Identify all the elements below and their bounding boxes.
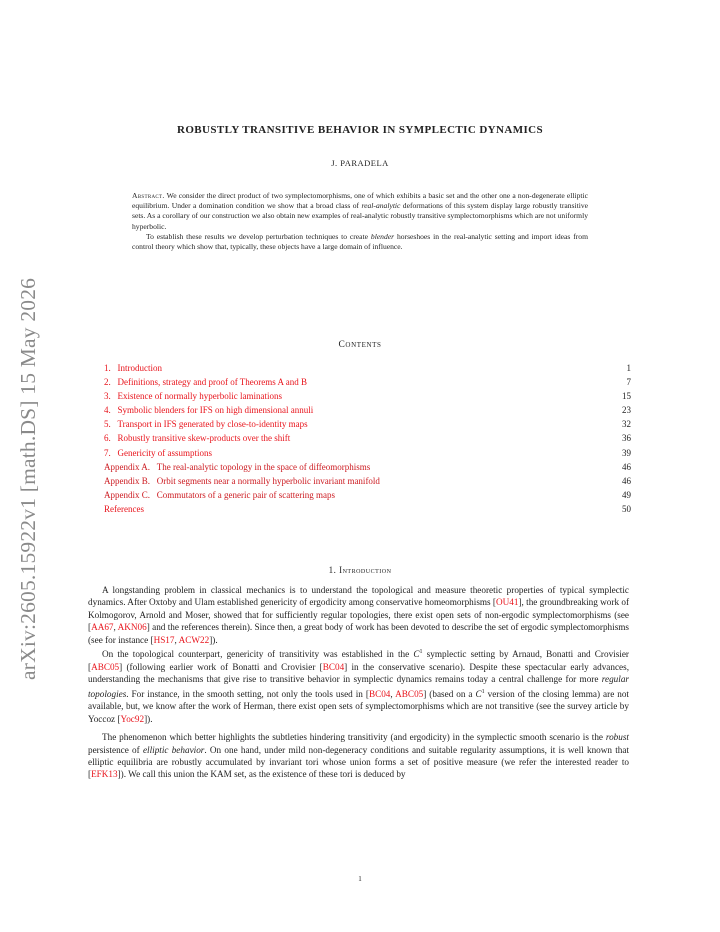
toc-number: 4. (104, 405, 111, 416)
toc-row[interactable] (104, 460, 631, 474)
toc-title: Definitions, strategy and proof of Theorems A and B (117, 377, 308, 388)
citation-link[interactable]: BC04 (368, 688, 391, 699)
toc-link[interactable] (104, 389, 282, 403)
toc-row[interactable] (104, 417, 631, 431)
citation-link[interactable]: HS17 (153, 634, 175, 645)
abstract-paragraph-2: To establish these results we develop perturbation techniques to create blender horseshoes in the real-analytic setting and import ideas from control theory which show that, typically, these objects have a large domain of influence. (132, 231, 588, 252)
toc-title: Symbolic blenders for IFS on high dimensional annuli (117, 405, 314, 416)
toc-row[interactable] (104, 488, 631, 502)
paper-title: ROBUSTLY TRANSITIVE BEHAVIOR IN SYMPLECTIC DYNAMICS (176, 124, 544, 136)
toc-page: 15 (622, 391, 631, 402)
toc-row[interactable] (104, 474, 631, 488)
body-paragraph: On the topological counterpart, genericity of transitivity was established in the $C^1$ symplectic setting by Arnaud, Bonatti and Crovisier [ABC05] (following earlier work of Bonatti and Crovisier [BC04] in the conservative scenario). Despite these spectacular early advances, understanding the mechanisms that give rise to transitive behavior in symplectic dynamics remains today a central challenge for more regular topologies. For instance, in the smooth setting, not only the tools used in [BC04, ABC05] (based on a $C^1$ version of the closing lemma) are not available, but, we know after the work of Herman, there exist open sets of symplectomorphisms which are not transitive (see the survey article by Yoccoz [Yoc92]). (88, 649, 629, 724)
toc-number: Appendix C. (104, 489, 150, 500)
toc-link[interactable] (104, 403, 313, 417)
toc-row[interactable] (104, 375, 631, 389)
toc-link[interactable] (104, 446, 212, 460)
toc-row[interactable] (104, 361, 631, 375)
citation-link[interactable]: ACW22 (178, 634, 210, 645)
toc-page: 32 (622, 419, 631, 430)
toc-title: Robustly transitive skew-products over the shift (117, 433, 291, 444)
toc-number: 6. (104, 433, 111, 444)
citation-link[interactable]: Yoc92 (120, 713, 145, 724)
toc-row[interactable] (104, 446, 631, 460)
toc-page: 1 (626, 363, 631, 373)
toc-page: 36 (622, 433, 631, 444)
toc-link[interactable] (104, 488, 335, 502)
toc-page: 50 (622, 503, 631, 514)
toc-title: Orbit segments near a normally hyperbolic invariant manifold (156, 475, 380, 486)
page-number: 1 (358, 875, 362, 883)
author: J. PARADELA (331, 158, 389, 168)
toc-link[interactable] (104, 502, 144, 516)
toc-link[interactable] (104, 474, 380, 488)
toc-page: 23 (622, 405, 631, 416)
toc-number: 7. (104, 447, 111, 458)
toc-link[interactable] (104, 417, 308, 431)
toc-page: 46 (622, 461, 631, 472)
toc-title: References (104, 503, 144, 514)
toc-row[interactable] (104, 403, 631, 417)
citation-link[interactable]: BC04 (322, 661, 345, 672)
citation-link[interactable]: OU41 (496, 597, 519, 608)
toc-page: 7 (626, 377, 631, 388)
toc-title: Commutators of a generic pair of scattering maps (156, 489, 335, 500)
toc-number: 1. (104, 363, 111, 373)
citation-link[interactable]: EFK13 (91, 769, 118, 780)
toc-page: 46 (622, 475, 631, 486)
abstract-label: Abstract. (132, 191, 165, 200)
toc-number: 3. (104, 391, 111, 402)
toc-link[interactable] (104, 375, 307, 389)
toc-number: 2. (104, 377, 111, 388)
toc-row[interactable] (104, 431, 631, 445)
citation-link[interactable]: AA67 (91, 622, 114, 633)
toc-link[interactable] (104, 431, 290, 445)
toc-title: Transport in IFS generated by close-to-identity maps (117, 419, 308, 430)
toc-title: Genericity of assumptions (117, 447, 212, 458)
toc-title: The real-analytic topology in the space of diffeomorphisms (156, 461, 371, 472)
toc-page: 39 (622, 447, 631, 458)
citation-link[interactable]: ABC05 (395, 688, 424, 699)
body-paragraph: A longstanding problem in classical mechanics is to understand the topological and measure theoretic properties of typical symplectic dynamics. After Oxtoby and Ulam established genericity of ergodicity among conservative homeomorphisms [OU41], the groundbreaking work of Kolmogorov, Arnold and Moser, showed that for sufficiently regular topologies, there exist open sets of non-ergodic symplectomorphisms (see [AA67, AKN06] and the references therein). Since then, a great body of work has been devoted to describe the set of ergodic symplectomorphisms (see for instance [HS17, ACW22]). (88, 585, 630, 645)
toc-link[interactable] (104, 361, 162, 375)
abstract (132, 191, 588, 252)
body-paragraph: The phenomenon which better highlights the subtleties hindering transitivity (and ergodicity) in the symplectic smooth scenario is the robust persistence of elliptic behavior. On one hand, under mild non-degeneracy conditions and suitable regularity assumptions, it is well known that elliptic equilibria are robustly accumulated by invariant tori whose union forms a set of positive measure (we refer the interested reader to [EFK13]). We call this union the KAM set, as the existence of these tori is deduced by (88, 732, 630, 780)
toc-row[interactable] (104, 502, 631, 516)
toc-number: Appendix A. (104, 461, 150, 472)
citation-link[interactable]: ABC05 (91, 661, 120, 672)
toc-title: Introduction (117, 363, 162, 373)
introduction-body (88, 584, 629, 781)
toc-number: 5. (104, 419, 111, 430)
abstract-paragraph-1: Abstract. We consider the direct product of two symplectomorphisms, one of which exhibits a basic set and the other one a non-degenerate elliptic equilibrium. Under a domination condition we show that a broad class of real-analytic deformations of this system display large robustly transitive sets. As a corollary of our construction we also obtain new examples of real-analytic robustly transitive symplectomorphisms which are not uniformly hyperbolic. (132, 191, 588, 231)
contents-heading: Contents (338, 340, 382, 350)
toc-link[interactable] (104, 460, 370, 474)
toc-row[interactable] (104, 389, 631, 403)
section-heading: 1. Introduction (328, 565, 392, 575)
citation-link[interactable]: AKN06 (117, 622, 147, 633)
toc-title: Existence of normally hyperbolic laminations (117, 391, 282, 402)
toc-number: Appendix B. (104, 475, 150, 486)
arxiv-stamp: arXiv:2605.15922v1 [math.DS] 15 May 2026 (16, 277, 40, 680)
toc-page: 49 (622, 489, 631, 500)
table-of-contents (104, 361, 631, 516)
